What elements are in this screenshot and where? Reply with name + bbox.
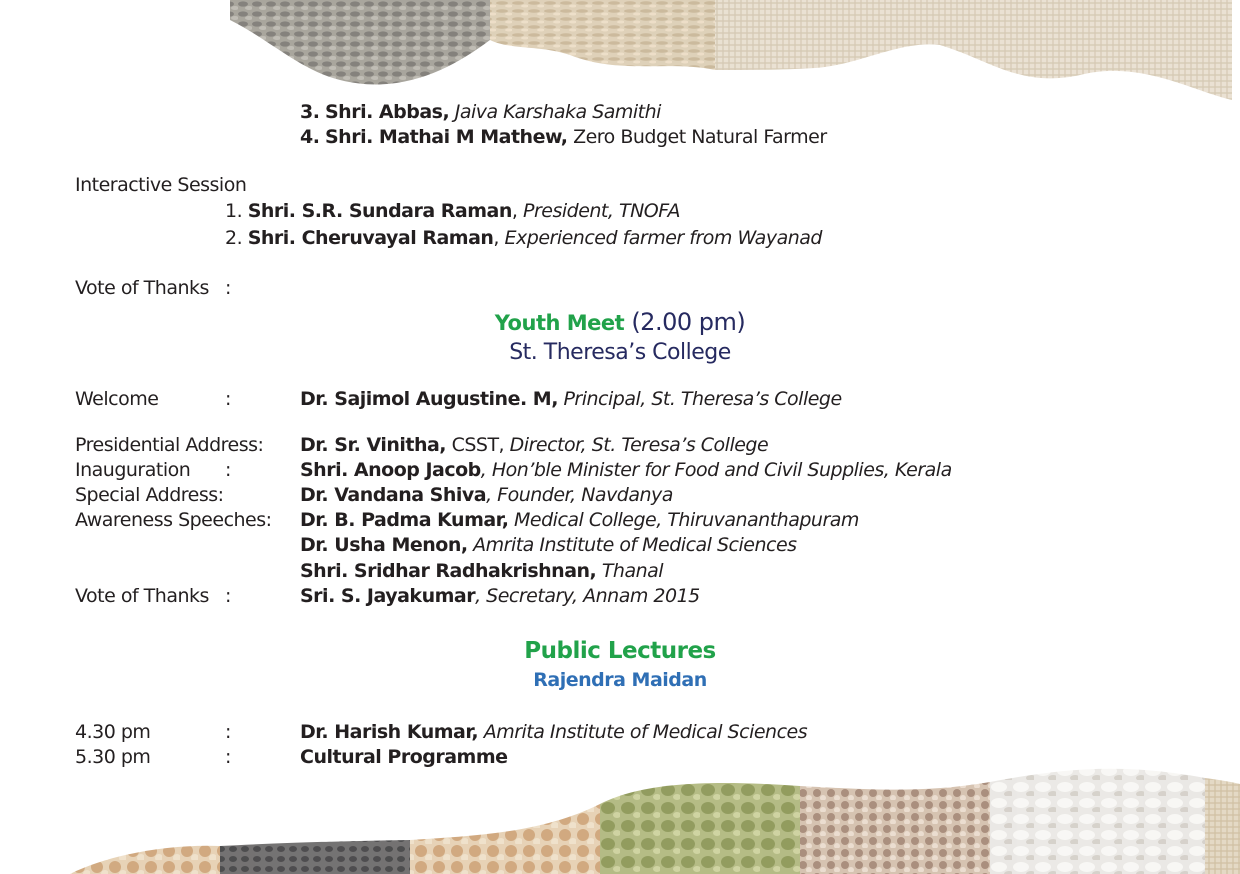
person-name: Dr. Harish Kumar, (300, 721, 479, 743)
welcome-label: Welcome (75, 388, 159, 410)
row-role: Experienced farmer from Wayanad (504, 227, 822, 249)
person-name: Dr. Sajimol Augustine. M, (300, 388, 558, 410)
public-lectures-venue: Rajendra Maidan (533, 669, 707, 691)
public-lectures-heading: Public Lectures (524, 638, 716, 664)
person-role: Principal, St. Theresa’s College (563, 388, 842, 410)
youth-meet-heading (0, 307, 1240, 338)
speaker-name: Shri. Mathai M Mathew, (325, 126, 568, 148)
inauguration-value (300, 458, 952, 482)
person-role: Amrita Institute of Medical Sciences (473, 534, 797, 556)
colon: : (225, 277, 231, 299)
speaker-row (300, 125, 827, 149)
person-affiliation: CSST, (451, 434, 505, 456)
speaker-role: Zero Budget Natural Farmer (573, 126, 827, 148)
person-name: Sri. S. Jayakumar (300, 585, 476, 607)
person-role: Medical College, Thiruvananthapuram (514, 509, 859, 531)
person-role: , Secretary, Annam 2015 (475, 585, 700, 607)
speaker-row (300, 100, 661, 124)
row-separator: , (511, 200, 523, 222)
row-number: 2. (225, 227, 243, 249)
person-role: Thanal (601, 560, 664, 582)
presidential-address-value (300, 433, 768, 457)
colon: : (225, 585, 231, 607)
person-role: , Hon’ble Minister for Food and Civil Supplies, Kerala (480, 459, 952, 481)
speaker-number: 4. (300, 126, 320, 148)
row-name: Shri. Cheruvayal Raman (247, 227, 494, 249)
person-role: Amrita Institute of Medical Sciences (483, 721, 808, 743)
speaker-number: 3. (300, 101, 320, 123)
welcome-value (300, 387, 842, 411)
person-name: Shri. Sridhar Radhakrishnan, (300, 560, 597, 582)
cultural-programme: Cultural Programme (300, 746, 508, 768)
colon: : (225, 721, 231, 743)
vote-of-thanks-label: Vote of Thanks (75, 277, 209, 299)
row-role: President, TNOFA (523, 200, 681, 222)
interactive-row (225, 199, 680, 223)
colon: : (225, 459, 231, 481)
lecture-time: 4.30 pm (75, 721, 151, 743)
vote-of-thanks-label: Vote of Thanks (75, 585, 209, 607)
person-name: Shri. Anoop Jacob (300, 459, 481, 481)
interactive-session-title: Interactive Session (75, 174, 247, 196)
awareness-speaker (300, 508, 859, 532)
awareness-speaker (300, 533, 797, 557)
special-address-value (300, 483, 673, 507)
youth-meet-venue: St. Theresa’s College (509, 340, 731, 365)
inauguration-label: Inauguration (75, 459, 191, 481)
awareness-speaker (300, 559, 663, 583)
person-role: , Founder, Navdanya (486, 484, 673, 506)
person-name: Dr. Usha Menon, (300, 534, 468, 556)
lecture-value (300, 720, 807, 744)
person-name: Dr. Vandana Shiva (300, 484, 487, 506)
awareness-speeches-label: Awareness Speeches: (75, 509, 272, 531)
youth-meet-title: Youth Meet (494, 311, 625, 335)
presidential-address-label: Presidential Address: (75, 434, 264, 456)
row-number: 1. (225, 200, 243, 222)
person-name: Dr. B. Padma Kumar, (300, 509, 509, 531)
youth-meet-time: (2.00 pm) (631, 308, 746, 336)
row-name: Shri. S.R. Sundara Raman (247, 200, 512, 222)
interactive-row (225, 226, 822, 250)
row-separator: , (493, 227, 505, 249)
vote-of-thanks-value (300, 584, 700, 608)
colon: : (225, 388, 231, 410)
speaker-name: Shri. Abbas, (325, 101, 450, 123)
lecture-time: 5.30 pm (75, 746, 151, 768)
special-address-label: Special Address: (75, 484, 224, 506)
grain-banner-bottom (0, 764, 1240, 874)
grain-banner-top (0, 0, 1240, 110)
speaker-role: Jaiva Karshaka Samithi (454, 101, 661, 123)
person-role: Director, St. Teresa’s College (509, 434, 769, 456)
person-name: Dr. Sr. Vinitha, (300, 434, 447, 456)
colon: : (225, 746, 231, 768)
